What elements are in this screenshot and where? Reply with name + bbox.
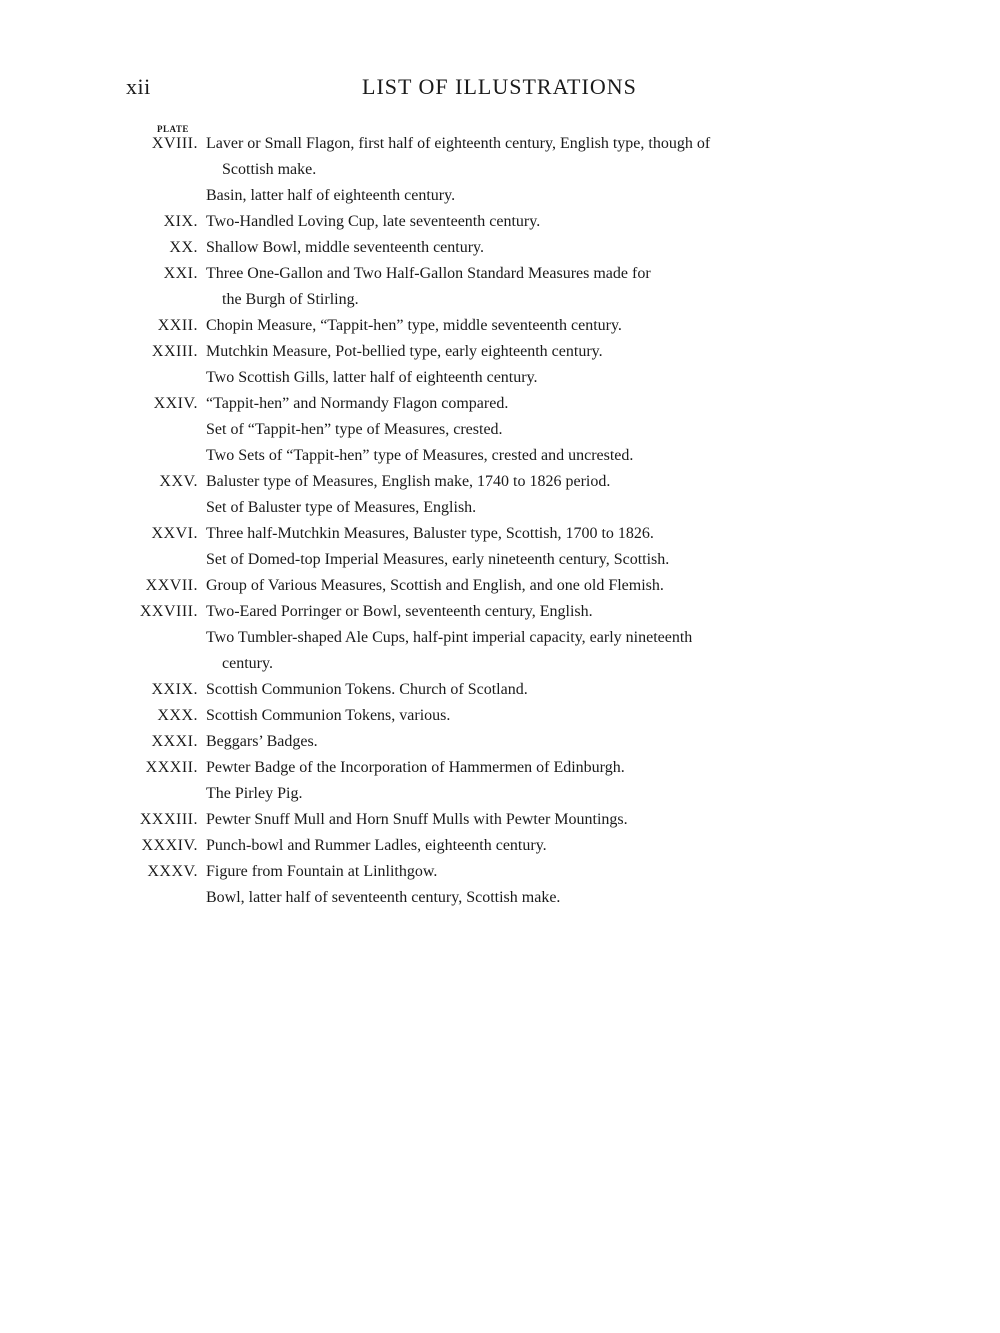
page-number: xii bbox=[126, 74, 151, 99]
illustration-list bbox=[126, 131, 846, 911]
entry-continuation: century. bbox=[222, 655, 273, 672]
plate-number: XXVI. bbox=[151, 525, 198, 542]
plate-number: XXXIV. bbox=[141, 837, 198, 854]
entry-line: Basin, latter half of eighteenth century. bbox=[206, 187, 456, 204]
plate-number: XIX. bbox=[163, 213, 198, 230]
entry-line: Two-Handled Loving Cup, late seventeenth century. bbox=[206, 213, 541, 230]
entry-text bbox=[206, 131, 846, 183]
page-title: LIST OF ILLUSTRATIONS bbox=[362, 74, 637, 99]
entry-text bbox=[206, 729, 846, 755]
page-header bbox=[126, 74, 846, 108]
list-item bbox=[126, 677, 846, 703]
entry-text bbox=[206, 417, 846, 443]
entry-line: Group of Various Measures, Scottish and English, and one old Flemish. bbox=[206, 577, 664, 594]
list-item bbox=[126, 859, 846, 885]
entry-line: Scottish Communion Tokens. Church of Scotland. bbox=[206, 681, 528, 698]
plate-number: XXIII. bbox=[151, 343, 198, 360]
entry-text bbox=[206, 469, 846, 495]
entry-text bbox=[206, 521, 846, 547]
entry-text bbox=[206, 209, 846, 235]
entry-continuation: the Burgh of Stirling. bbox=[222, 291, 359, 308]
entry-line: Laver or Small Flagon, first half of eighteenth century, English type, though of bbox=[206, 135, 711, 152]
entry-line: Beggars’ Badges. bbox=[206, 733, 318, 750]
entry-text bbox=[206, 859, 846, 885]
list-item bbox=[126, 443, 846, 469]
entry-line: Pewter Snuff Mull and Horn Snuff Mulls with Pewter Mountings. bbox=[206, 811, 628, 828]
entry-text bbox=[206, 443, 846, 469]
list-item bbox=[126, 365, 846, 391]
entry-line: Two-Eared Porringer or Bowl, seventeenth century, English. bbox=[206, 603, 593, 620]
list-item bbox=[126, 547, 846, 573]
plate-number: XXX. bbox=[157, 707, 198, 724]
plate-number: XX. bbox=[169, 239, 198, 256]
entry-line: Mutchkin Measure, Pot-bellied type, early eighteenth century. bbox=[206, 343, 603, 360]
entry-line: “Tappit-hen” and Normandy Flagon compared. bbox=[206, 395, 509, 412]
entry-line: Set of “Tappit-hen” type of Measures, crested. bbox=[206, 421, 503, 438]
entry-text bbox=[206, 313, 846, 339]
list-item bbox=[126, 235, 846, 261]
entry-text bbox=[206, 365, 846, 391]
plate-number: XVIII. bbox=[151, 135, 198, 152]
list-item bbox=[126, 391, 846, 417]
list-item bbox=[126, 209, 846, 235]
entry-text bbox=[206, 807, 846, 833]
plate-number: XXXII. bbox=[145, 759, 198, 776]
entry-text bbox=[206, 833, 846, 859]
list-item bbox=[126, 573, 846, 599]
entry-line: Chopin Measure, “Tappit-hen” type, middle seventeenth century. bbox=[206, 317, 622, 334]
entry-line: Two Sets of “Tappit-hen” type of Measures, crested and uncrested. bbox=[206, 447, 634, 464]
entry-line: Shallow Bowl, middle seventeenth century. bbox=[206, 239, 485, 256]
list-item bbox=[126, 885, 846, 911]
list-item bbox=[126, 131, 846, 183]
entry-line: Two Tumbler-shaped Ale Cups, half-pint imperial capacity, early nineteenth bbox=[206, 629, 693, 646]
entry-line: Bowl, latter half of seventeenth century, Scottish make. bbox=[206, 889, 561, 906]
entry-text bbox=[206, 573, 846, 599]
entry-text bbox=[206, 183, 846, 209]
entry-text bbox=[206, 625, 846, 677]
entry-text bbox=[206, 599, 846, 625]
plate-number: XXVIII. bbox=[139, 603, 198, 620]
list-item bbox=[126, 755, 846, 781]
entry-text bbox=[206, 261, 846, 313]
entry-continuation: Scottish make. bbox=[222, 161, 317, 178]
plate-column-label: PLATE bbox=[157, 124, 189, 134]
list-item bbox=[126, 261, 846, 313]
list-item bbox=[126, 807, 846, 833]
list-item bbox=[126, 313, 846, 339]
entry-line: Figure from Fountain at Linlithgow. bbox=[206, 863, 438, 880]
list-item bbox=[126, 495, 846, 521]
entry-text bbox=[206, 547, 846, 573]
plate-number: XXII. bbox=[157, 317, 198, 334]
plate-number: XXI. bbox=[163, 265, 198, 282]
list-item bbox=[126, 781, 846, 807]
list-item bbox=[126, 417, 846, 443]
list-item bbox=[126, 625, 846, 677]
list-item bbox=[126, 703, 846, 729]
list-item bbox=[126, 183, 846, 209]
list-item bbox=[126, 469, 846, 495]
list-item bbox=[126, 521, 846, 547]
plate-number: XXXIII. bbox=[139, 811, 198, 828]
list-item bbox=[126, 833, 846, 859]
entry-line: The Pirley Pig. bbox=[206, 785, 303, 802]
plate-number: XXIV. bbox=[153, 395, 198, 412]
entry-text bbox=[206, 781, 846, 807]
entry-line: Set of Domed-top Imperial Measures, early nineteenth century, Scottish. bbox=[206, 551, 670, 568]
plate-number: XXVII. bbox=[145, 577, 198, 594]
entry-text bbox=[206, 235, 846, 261]
list-item bbox=[126, 339, 846, 365]
entry-line: Three half-Mutchkin Measures, Baluster type, Scottish, 1700 to 1826. bbox=[206, 525, 654, 542]
list-item bbox=[126, 729, 846, 755]
entry-line: Three One-Gallon and Two Half-Gallon Standard Measures made for bbox=[206, 265, 651, 282]
entry-line: Two Scottish Gills, latter half of eighteenth century. bbox=[206, 369, 538, 386]
entry-text bbox=[206, 755, 846, 781]
entry-text bbox=[206, 703, 846, 729]
entry-text bbox=[206, 885, 846, 911]
entry-line: Set of Baluster type of Measures, English. bbox=[206, 499, 477, 516]
entry-text bbox=[206, 339, 846, 365]
entry-text bbox=[206, 677, 846, 703]
entry-line: Pewter Badge of the Incorporation of Hammermen of Edinburgh. bbox=[206, 759, 625, 776]
entry-line: Baluster type of Measures, English make, 1740 to 1826 period. bbox=[206, 473, 611, 490]
list-item bbox=[126, 599, 846, 625]
entry-text bbox=[206, 391, 846, 417]
plate-number: XXIX. bbox=[151, 681, 198, 698]
entry-text bbox=[206, 495, 846, 521]
entry-line: Punch-bowl and Rummer Ladles, eighteenth century. bbox=[206, 837, 547, 854]
entry-line: Scottish Communion Tokens, various. bbox=[206, 707, 451, 724]
plate-number: XXXV. bbox=[147, 863, 198, 880]
plate-number: XXXI. bbox=[151, 733, 198, 750]
plate-number: XXV. bbox=[159, 473, 198, 490]
